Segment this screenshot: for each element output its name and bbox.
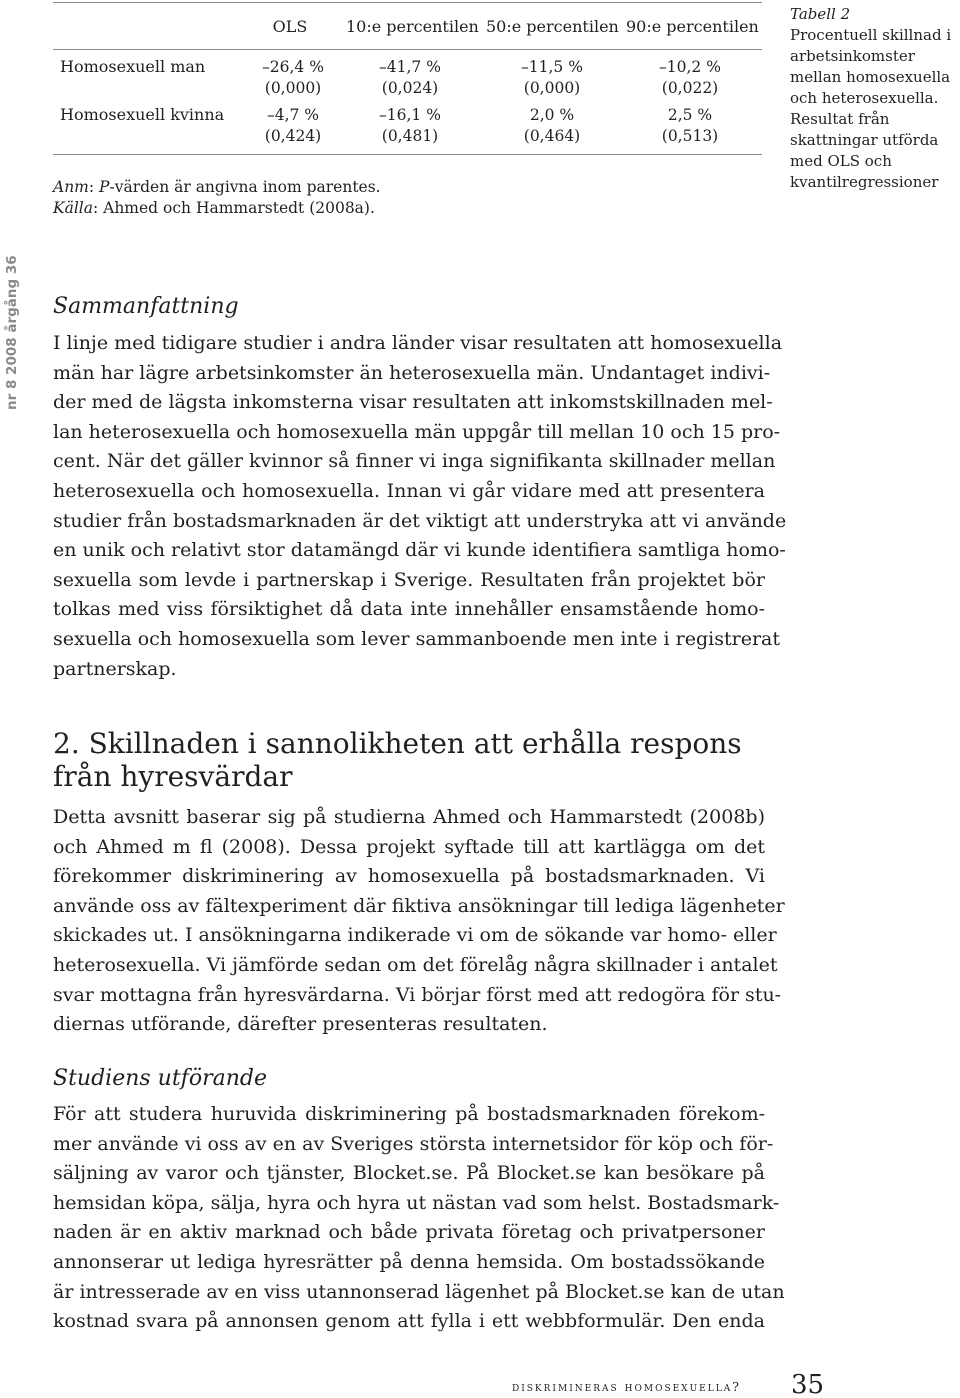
- table-cell: [626, 57, 754, 99]
- caption-label: Tabell 2: [790, 5, 851, 23]
- text-line: säljning av varor och tjänster, Blocket.se. På Blocket.se kan besökare på: [53, 1162, 765, 1185]
- text-line: sexuella och homosexuella som lever sammanboende men inte i registrerat: [53, 627, 780, 650]
- running-head-vertical: [2, 250, 24, 410]
- table-note-source: [53, 199, 375, 217]
- text-line: diernas utförande, därefter presenteras resultaten.: [53, 1013, 548, 1036]
- cell-pvalue: (0,464): [523, 127, 581, 145]
- table-row-label-kvinna: Homosexuell kvinna: [60, 105, 225, 124]
- table-header-p50: 50:e percentilen: [486, 17, 619, 36]
- page-number: 35: [791, 1370, 825, 1398]
- text-line: män har lägre arbetsinkomster än heterosexuella män. Undantaget indivi-: [53, 361, 771, 384]
- table-cell: [626, 105, 754, 147]
- table-top-rule: [53, 2, 762, 3]
- text-line: annonserar ut lediga hyresrätter på denna hemsida. Om bostadssökande: [53, 1250, 765, 1273]
- section-title-line: från hyresvärdar: [53, 760, 293, 793]
- text-line: skickades ut. I ansökningarna indikerade vi om de sökande var homo- eller: [53, 924, 777, 947]
- table-cell: [240, 57, 346, 99]
- cell-pvalue: (0,022): [661, 79, 719, 97]
- text-line: en unik och relativt stor datamängd där vi kunde identifiera samtliga homo-: [53, 539, 786, 562]
- cell-value: –11,5 %: [521, 58, 583, 76]
- table-row-label-man: Homosexuell man: [60, 57, 206, 76]
- note-source-label: Källa: [53, 199, 93, 217]
- cell-pvalue: (0,481): [381, 127, 439, 145]
- table-cell: [488, 57, 616, 99]
- text-line: tolkas med viss försiktighet då data inte innehåller ensamstående homo-: [53, 598, 765, 621]
- text-line: der med de lägsta inkomsterna visar resultaten att inkomstskillnaden mel-: [53, 391, 773, 414]
- text-line: sexuella som levde i partnerskap i Sverige. Resultaten från projektet bör: [53, 568, 765, 591]
- text-line: I linje med tidigare studier i andra länder visar resultaten att homosexuella: [53, 332, 783, 354]
- table-cell: [488, 105, 616, 147]
- table-cell: [350, 57, 470, 99]
- cell-pvalue: (0,000): [264, 79, 322, 97]
- cell-pvalue: (0,024): [381, 79, 439, 97]
- text-line: är intresserade av en viss utannonserad lägenhet på Blocket.se kan de utan: [53, 1280, 785, 1303]
- note-anm-label: Anm: [53, 178, 89, 196]
- cell-value: –10,2 %: [659, 58, 721, 76]
- note-anm-sep: :: [88, 178, 100, 196]
- footer-running-title: diskrimineras homosexuella?: [512, 1379, 741, 1394]
- text-line: heterosexuella och homosexuella. Innan vi går vidare med att presentera: [53, 479, 765, 502]
- summary-paragraph: [53, 329, 787, 684]
- text-line: heterosexuella. Vi jämförde sedan om det förelåg några skillnader i antalet: [53, 953, 778, 976]
- text-line: kostnad svara på annonsen genom att fylla i ett webbformulär. Den enda: [53, 1310, 765, 1333]
- cell-pvalue: (0,000): [523, 79, 581, 97]
- text-line: använde oss av fältexperiment där fiktiva ansökningar till lediga lägenheter: [53, 894, 785, 917]
- caption-text: Procentuell skillnad i arbetsinkomster mellan homosexuella och heterosexuella. Resultat från skattningar utförda med OLS och kvantilregressioner: [790, 26, 952, 191]
- section-title-line: 2. Skillnaden i sannolikheten att erhålla respons: [53, 727, 742, 760]
- text-line: studier från bostadsmarknaden är det viktigt att understryka att vi använde: [53, 509, 787, 532]
- text-line: naden är en aktiv marknad och både privata företag och privatpersoner: [53, 1221, 765, 1244]
- section2-paragraph: [53, 803, 785, 1040]
- text-line: mer använde vi oss av en av Sveriges största internetsidor för köp och för-: [53, 1132, 774, 1155]
- table-caption: [790, 4, 958, 193]
- studiens-paragraph: [53, 1100, 785, 1337]
- table-header-rule: [53, 49, 762, 50]
- running-head-text: nr 8 2008 årgång 36: [4, 255, 20, 410]
- subsection-heading: Studiens utförande: [53, 1066, 267, 1091]
- cell-value: –41,7 %: [379, 58, 441, 76]
- cell-value: 2,5 %: [667, 106, 713, 124]
- table-header-ols: OLS: [272, 17, 308, 36]
- cell-value: –16,1 %: [379, 106, 441, 124]
- section-title: [53, 727, 742, 793]
- text-line: partnerskap.: [53, 657, 177, 680]
- table-note-anm: [53, 178, 381, 196]
- text-line: Detta avsnitt baserar sig på studierna Ahmed och Hammarstedt (2008b): [53, 806, 765, 828]
- table-bottom-rule: [53, 154, 762, 155]
- table-cell: [240, 105, 346, 147]
- text-line: cent. När det gäller kvinnor så finner vi inga signifikanta skillnader mellan: [53, 450, 776, 473]
- summary-heading: Sammanfattning: [53, 294, 239, 319]
- cell-value: –26,4 %: [262, 58, 324, 76]
- cell-value: 2,0 %: [529, 106, 575, 124]
- text-line: För att studera huruvida diskriminering på bostadsmarknaden förekom-: [53, 1103, 765, 1125]
- text-line: förekommer diskriminering av homosexuella på bostadsmarknaden. Vi: [53, 865, 765, 888]
- text-line: och Ahmed m fl (2008). Dessa projekt syftade till att kartlägga om det: [53, 835, 765, 858]
- cell-value: –4,7 %: [266, 106, 320, 124]
- table-header-p90: 90:e percentilen: [626, 17, 759, 36]
- table-header-p10: 10:e percentilen: [346, 17, 479, 36]
- text-line: lan heterosexuella och homosexuella män uppgår till mellan 10 och 15 pro-: [53, 420, 781, 443]
- table-cell: [350, 105, 470, 147]
- note-anm-text: -värden är angivna inom parentes.: [109, 178, 381, 196]
- cell-pvalue: (0,513): [661, 127, 719, 145]
- text-line: svar mottagna från hyresvärdarna. Vi börjar först med att redogöra för stu-: [53, 983, 782, 1006]
- text-line: hemsidan köpa, sälja, hyra och hyra ut nästan vad som helst. Bostadsmark-: [53, 1191, 780, 1214]
- cell-pvalue: (0,424): [264, 127, 322, 145]
- note-anm-p: P: [99, 178, 110, 196]
- note-source-text: : Ahmed och Hammarstedt (2008a).: [92, 199, 375, 217]
